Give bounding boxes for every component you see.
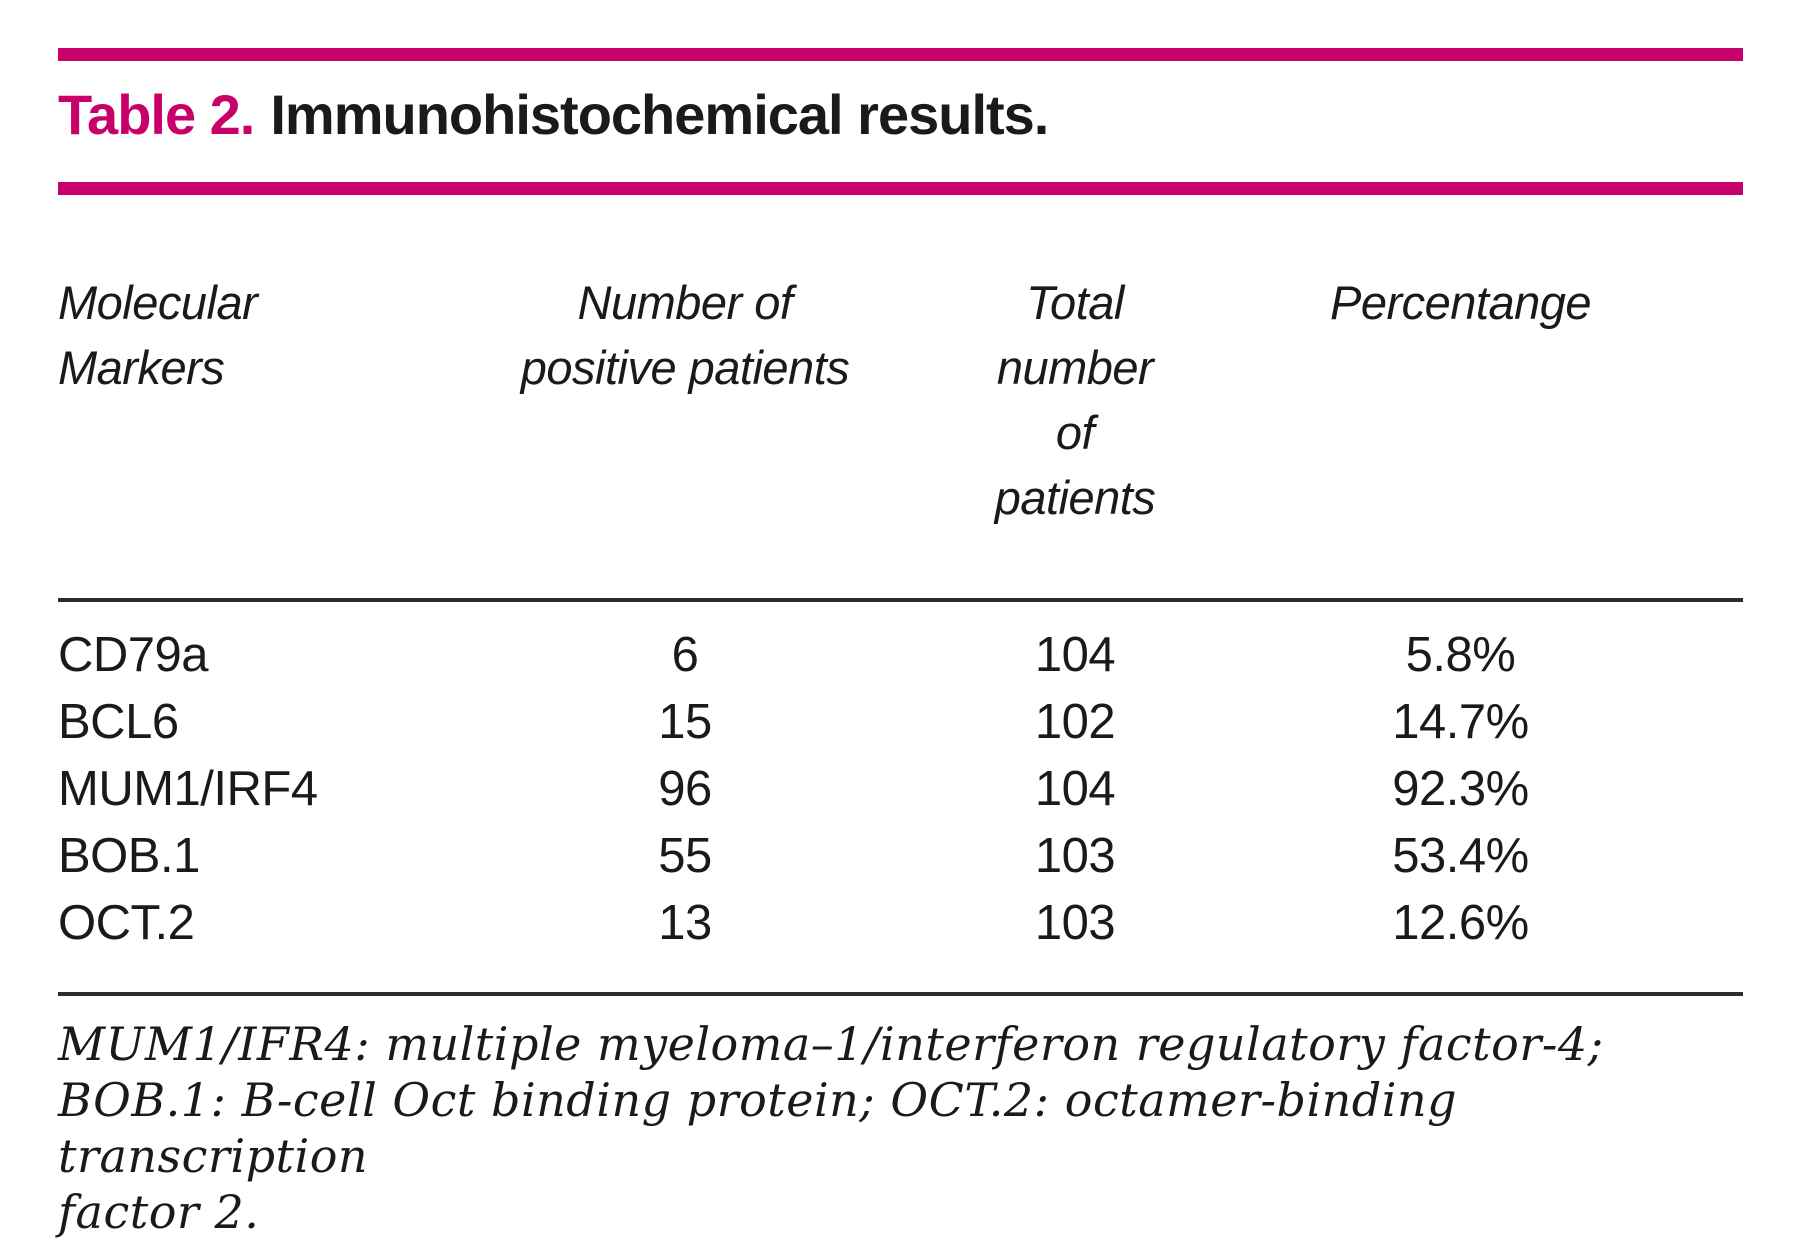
total-cell: 103 [1034, 896, 1116, 950]
positive-cell: 55 [658, 829, 712, 883]
header-line: positive patients [520, 341, 850, 394]
marker-cell: CD79a [58, 628, 209, 682]
header-number-positive [398, 270, 972, 530]
positive-cell: 15 [658, 695, 712, 749]
header-molecular-markers [58, 270, 398, 530]
table-footnote [58, 1016, 1743, 1240]
table-row [58, 756, 1743, 823]
positive-cell: 96 [658, 762, 712, 816]
table-row [58, 622, 1743, 689]
footnote-line: BOB.1: B-cell Oct binding protein; OCT.2: octamer-binding transcription [58, 1073, 1458, 1183]
footer-divider-rule [58, 992, 1743, 996]
table-row [58, 890, 1743, 957]
header-total-number [972, 270, 1178, 530]
header-percentage [1178, 270, 1743, 530]
table-row [58, 689, 1743, 756]
table-row [58, 823, 1743, 890]
table-header-row [58, 270, 1743, 530]
marker-cell: OCT.2 [58, 896, 195, 950]
percentage-cell: 14.7% [1392, 695, 1529, 749]
header-line: Molecular [58, 276, 258, 329]
marker-cell: BOB.1 [58, 829, 200, 883]
title-accent-bar [58, 182, 1743, 195]
total-cell: 104 [1034, 762, 1116, 816]
percentage-cell: 53.4% [1392, 829, 1529, 883]
top-accent-bar [58, 48, 1743, 61]
header-divider-rule [58, 598, 1743, 602]
total-cell: 104 [1034, 628, 1116, 682]
table-figure [0, 48, 1800, 1239]
table-title [58, 83, 1743, 146]
positive-cell: 6 [671, 628, 699, 682]
header-line: Total number [996, 276, 1154, 394]
percentage-cell: 5.8% [1405, 628, 1516, 682]
marker-cell: MUM1/IRF4 [58, 762, 318, 816]
header-line: Percentange [1329, 276, 1592, 329]
header-line: Number of [577, 276, 793, 329]
positive-cell: 13 [658, 896, 712, 950]
table-body [58, 622, 1743, 957]
figure-content [58, 48, 1743, 1240]
table-title-text: Immunohistochemical results. [270, 83, 1049, 146]
marker-cell: BCL6 [58, 695, 179, 749]
footnote-line: MUM1/IFR4: multiple myeloma–1/interferon regulatory factor-4; [58, 1017, 1604, 1071]
total-cell: 102 [1034, 695, 1116, 749]
footnote-line: factor 2. [58, 1185, 260, 1239]
header-line: Markers [58, 341, 225, 394]
percentage-cell: 12.6% [1392, 896, 1529, 950]
total-cell: 103 [1034, 829, 1116, 883]
header-line: of patients [994, 406, 1156, 524]
percentage-cell: 92.3% [1392, 762, 1529, 816]
table-number-label: Table 2. [58, 83, 255, 146]
